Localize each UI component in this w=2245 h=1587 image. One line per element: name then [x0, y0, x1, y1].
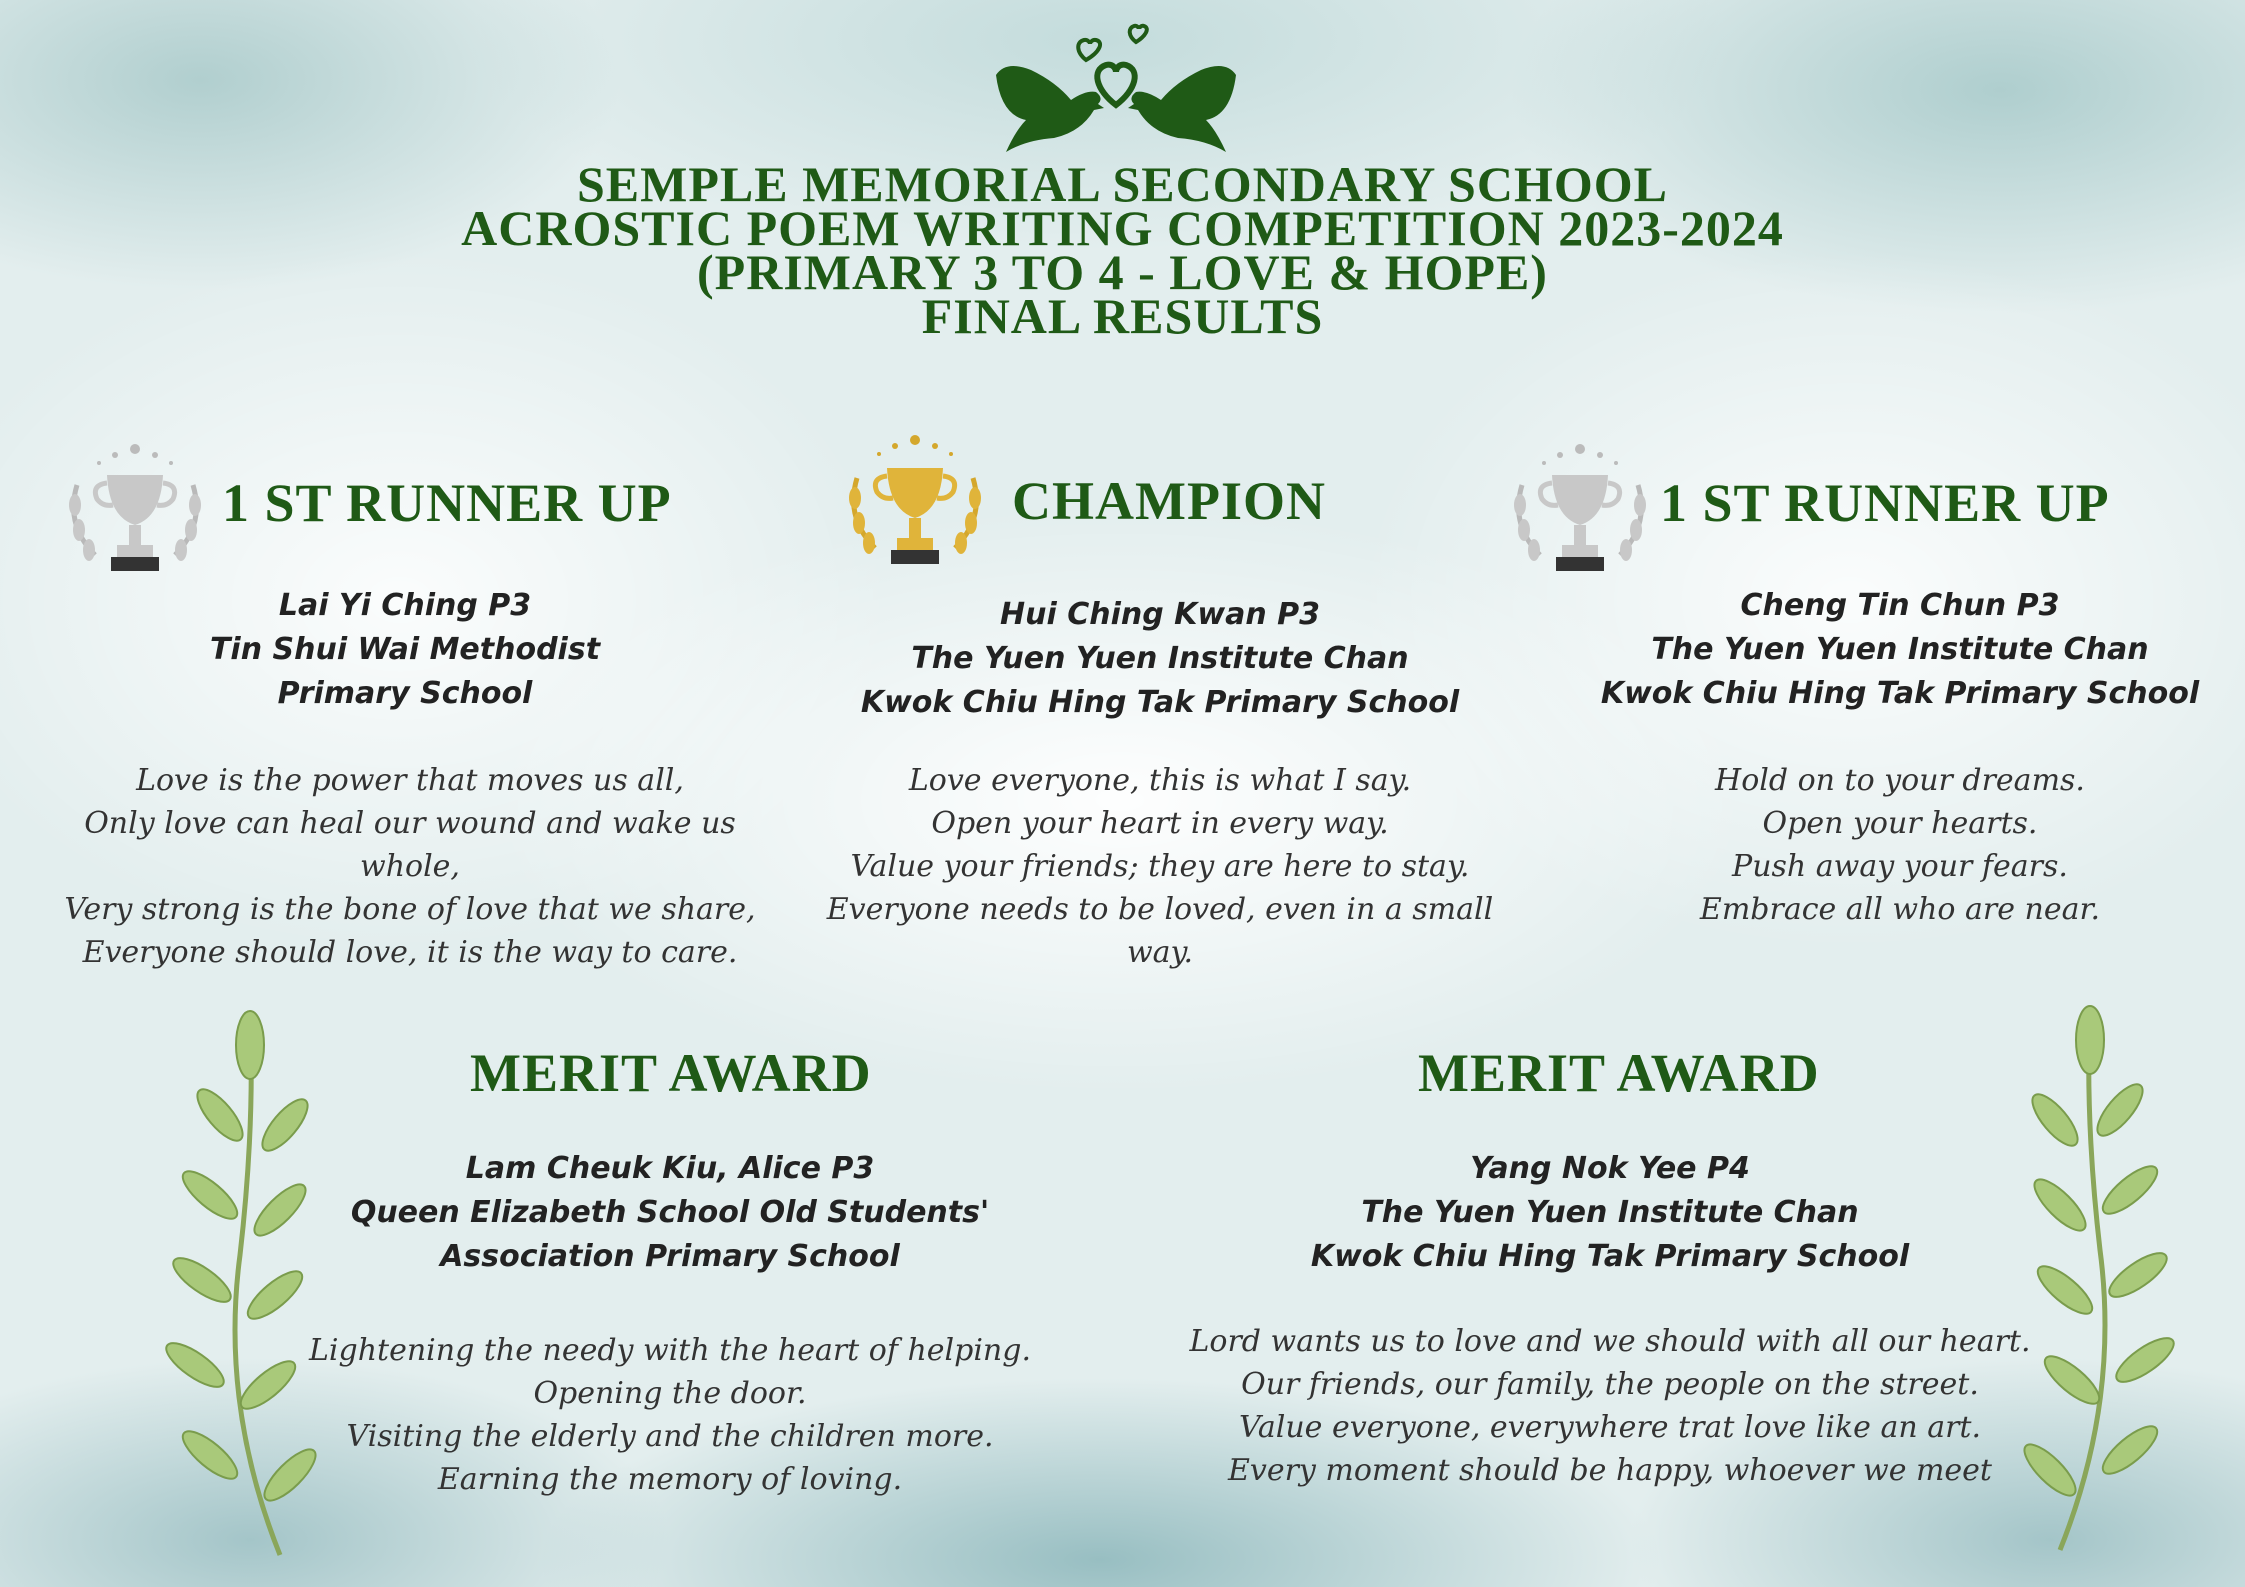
merit-right-winner: [1250, 1147, 1970, 1279]
winner-name: Lai Yi Ching P3: [278, 588, 532, 623]
poem-line: Value your friends; they are here to stay.: [850, 849, 1470, 884]
poem-line: Earning the memory of loving.: [437, 1462, 903, 1497]
winner-school: Queen Elizabeth School Old Students': [350, 1195, 990, 1230]
merit-left-winner: [310, 1147, 1030, 1279]
poem-line: Push away your fears.: [1732, 849, 2068, 884]
silver-trophy-icon: [1500, 435, 1660, 585]
winner-school: Kwok Chiu Hing Tak Primary School: [860, 685, 1460, 720]
poem-line: Love is the power that moves us all,: [136, 763, 684, 798]
winner-school: The Yuen Yuen Institute Chan: [1361, 1195, 1859, 1230]
page-title: [300, 156, 1945, 344]
champion-poem: [800, 759, 1520, 974]
school-name: SEMPLE MEMORIAL SECONDARY SCHOOL: [576, 156, 1668, 212]
winner-name: Cheng Tin Chun P3: [1740, 588, 2060, 623]
merit-left-title: MERIT AWARD: [470, 1043, 872, 1103]
winner-name: Lam Cheuk Kiu, Alice P3: [465, 1151, 875, 1186]
winner-name: Yang Nok Yee P4: [1470, 1151, 1750, 1186]
runner-up-right-winner: [1570, 584, 2230, 716]
poem-line: Visiting the elderly and the children more.: [346, 1419, 994, 1454]
poem-line: Love everyone, this is what I say.: [908, 763, 1412, 798]
winner-name: Hui Ching Kwan P3: [1000, 597, 1320, 632]
champion-title: CHAMPION: [1012, 471, 1326, 531]
doves-hearts-icon: [976, 20, 1256, 160]
poem-line: Everyone should love, it is the way to care.: [82, 935, 738, 970]
poem-line: Open your heart in every way.: [931, 806, 1389, 841]
poem-line: Our friends, our family, the people on the street.: [1241, 1367, 1979, 1402]
poem-line: Very strong is the bone of love that we share,: [64, 892, 756, 927]
winner-school: Kwok Chiu Hing Tak Primary School: [1600, 676, 2200, 711]
poem-line: Everyone needs to be loved, even in a small way.: [826, 892, 1494, 970]
merit-right-poem: [1160, 1320, 2060, 1492]
winner-school: Kwok Chiu Hing Tak Primary School: [1310, 1239, 1910, 1274]
runner-up-right-title: 1 ST RUNNER UP: [1660, 473, 2110, 533]
champion-winner: [830, 593, 1490, 725]
runner-up-left-winner: [80, 584, 730, 716]
results-label: FINAL RESULTS: [921, 288, 1324, 344]
poem-line: Only love can heal our wound and wake us whole,: [84, 806, 736, 884]
poem-line: Lightening the needy with the heart of helping.: [309, 1333, 1031, 1368]
poem-line: Open your hearts.: [1762, 806, 2038, 841]
poem-line: Lord wants us to love and we should with all our heart.: [1189, 1324, 2031, 1359]
gold-trophy-icon: [835, 428, 995, 578]
poem-line: Embrace all who are near.: [1699, 892, 2101, 927]
poem-line: Hold on to your dreams.: [1715, 763, 2085, 798]
poem-line: Every moment should be happy, whoever we meet: [1227, 1453, 1992, 1488]
runner-up-left-poem: [40, 759, 780, 974]
winner-school: Primary School: [277, 676, 533, 711]
winner-school: The Yuen Yuen Institute Chan: [1651, 632, 2149, 667]
winner-school: The Yuen Yuen Institute Chan: [911, 641, 1409, 676]
winner-school: Tin Shui Wai Methodist: [209, 632, 601, 667]
category-name: (PRIMARY 3 TO 4 - LOVE & HOPE): [697, 244, 1548, 300]
merit-left-poem: [300, 1329, 1040, 1501]
runner-up-left-title: 1 ST RUNNER UP: [222, 473, 672, 533]
silver-trophy-icon: [55, 435, 215, 585]
winner-school: Association Primary School: [440, 1239, 900, 1274]
poem-line: Value everyone, everywhere trat love like an art.: [1238, 1410, 1982, 1445]
poem-line: Opening the door.: [533, 1376, 807, 1411]
runner-up-right-poem: [1570, 759, 2230, 931]
competition-name: ACROSTIC POEM WRITING COMPETITION 2023-2024: [461, 200, 1784, 256]
merit-right-title: MERIT AWARD: [1418, 1043, 1820, 1103]
